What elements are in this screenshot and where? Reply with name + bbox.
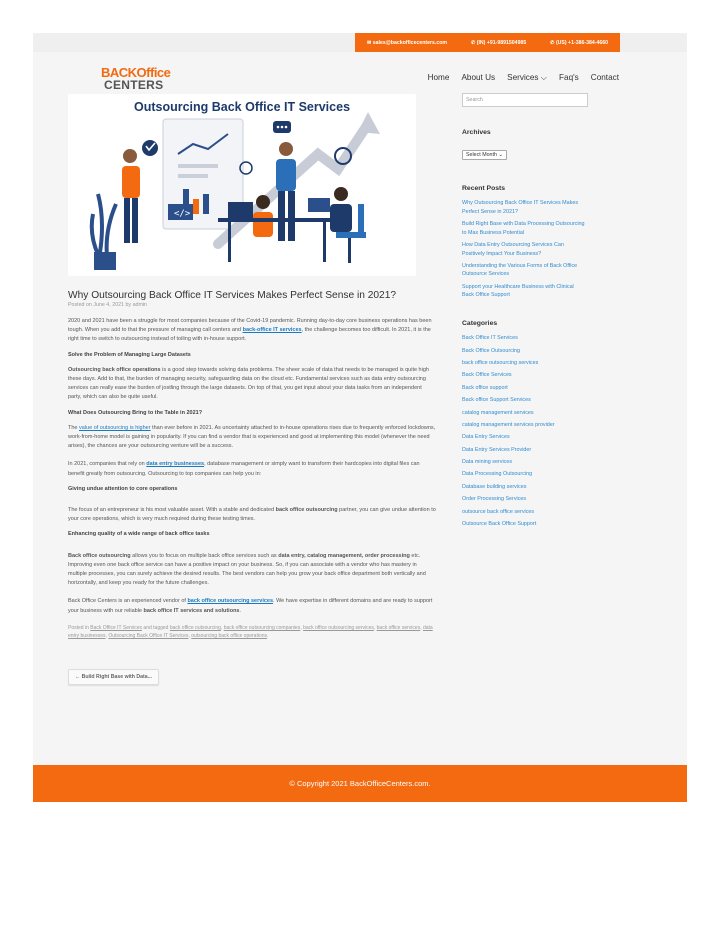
recent-post-link[interactable]: Build Right Base with Data Processing Outsourcing to Max Business Potential [462,220,585,236]
nav-home[interactable]: Home [427,73,450,82]
phone-india-link[interactable]: ✆ (IN) +91-9891504985 [470,39,527,46]
post-content [68,94,436,685]
nav-contact[interactable]: Contact [590,73,619,82]
tag-link[interactable]: outsourcing back office operations [191,633,268,640]
category-item[interactable]: catalog management services provider [462,421,555,428]
subheading-datasets: Solve the Problem of Managing Large Datasets [68,351,191,358]
nav-faq[interactable]: Faq's [559,73,579,82]
link-back-office-it-services[interactable]: back-office IT services [242,327,302,334]
category-item[interactable]: catalog management services [462,409,534,416]
email-link[interactable]: ✉ sales@backofficecenters.com [366,39,448,46]
paragraph-closing: Back Office Centers is an experienced vendor of back office outsourcing services. We have expertise in different domains and are ready to support your business with our reliable back office IT services and solutions. [68,598,433,614]
category-item[interactable]: Back office support [462,384,508,391]
recent-post-link[interactable]: Why Outsourcing Back Office IT Services Makes Perfect Sense in 2021? [462,200,579,215]
category-item[interactable]: Order Processing Services [462,496,527,503]
post-date-link[interactable]: June 4, 2021 [93,302,124,308]
recent-posts-list [462,199,587,300]
category-item[interactable]: back office outsourcing services [462,359,539,366]
paragraph-quality: Back office outsourcing allows you to focus on multiple back office services such as data entry, catalog management, order processing etc. Improving even one back office service can have a positive impact on your business. So, if you can associate with a vendor who has mastery in multiple processes, you can surely achieve the desired results. The best vendors can help you grow your back office department both vertically and horizontally, and keep you ready for the future challenges. [68,552,426,587]
meta-prefix: Posted on [68,302,92,308]
paragraph-data-entry: In 2021, companies that rely on data entry businesses, database management or simply want to transform their hardcopies into digital files can benefit greatly from outsourcing. Outsourcing to top companies can help you in: [68,461,420,477]
contact-bar [355,33,620,52]
category-item[interactable]: Back Office IT Services [462,335,518,342]
archives-select[interactable]: Select Month ⌄ [462,150,507,160]
category-item[interactable]: Outsource Back Office Support [462,521,537,528]
tag-link[interactable]: Outsourcing Back Office IT Services [108,633,189,640]
logo-line-1: BACKOffice [101,65,171,80]
recent-post-link[interactable]: Support your Healthcare Business with Clinical Back Office Support [462,283,574,299]
sidebar [462,93,587,532]
archives-title: Archives [462,129,491,136]
subheading-outsourcing-2021: What Does Outsourcing Bring to the Table in 2021? [68,409,203,416]
featured-image [68,94,416,276]
featured-illustration [68,94,416,276]
category-item[interactable]: Back Office Outsourcing [462,347,521,354]
post-title: Why Outsourcing Back Office IT Services Makes Perfect Sense in 2021? [68,290,397,301]
link-back-office-outsourcing-services[interactable]: back office outsourcing services [187,598,274,605]
featured-image-title: Outsourcing Back Office IT Services [133,100,351,114]
recent-post-link[interactable]: How Data Entry Outsourcing Services Can Positively Impact Your Business? [462,241,564,257]
recent-posts-title: Recent Posts [462,185,506,192]
category-item[interactable]: Data Entry Services [462,434,510,441]
tag-link[interactable]: back office outsourcing services [303,624,374,631]
site-footer [33,765,687,802]
phone-us-link[interactable]: ✆ (US) +1-386-384-4660 [550,39,608,46]
post-author-link[interactable]: admin [132,302,147,308]
search-input[interactable]: Search [462,93,588,107]
post-tags: Posted in Back Office IT Services and tagged back office outsourcing, back office outsourcing companies, back office outsourcing services, back office services, data entry businesses, Outsourcing Back Office IT Services, outsourcing back office operations. [68,624,433,640]
category-link[interactable]: Back Office IT Services [90,624,143,631]
subheading-core-operations: Giving undue attention to core operations [68,485,178,492]
post-meta [68,302,436,308]
paragraph-intro: 2020 and 2021 have been a struggle for most companies because of the Covid-19 pandemic. Running day-to-day core business operations has been tough. When you add to that the pressure of managing call centers and back-office IT services, the challenge becomes too difficult. In 2021, it is the right time to switch to outsourcing instead of toiling with in-house support. [68,318,432,343]
paragraph-core-operations: The focus of an entrepreneur is his most valuable asset. With a stable and dedicated back office outsourcing partner, you can give undue attention to your core operations, which is very much required during these testing times. [68,507,436,523]
svg-text:</>: </> [174,209,191,219]
tag-link[interactable]: back office outsourcing [169,624,221,631]
tag-link[interactable]: back office services [376,624,421,631]
category-item[interactable]: Back Office Services [462,372,512,379]
main-nav [428,73,619,83]
previous-post-button[interactable]: ← Build Right Base with Data... [68,669,159,685]
tag-link[interactable]: data entry businesses [68,624,433,640]
subheading-quality: Enhancing quality of a wide range of back office tasks [68,531,210,538]
top-bar [33,33,687,52]
paragraph-value: The value of outsourcing is higher than ever before in 2021. As uncertainty attached to in-house operations rises due to frequently enforced lockdowns, work-from-home model is gaining in popularity. If you can find a vendor that is experienced and good at implementing this model (whenever the need arises), the chances are your outsourcing venture will be a success. [68,424,436,450]
meta-by: by [125,302,132,308]
categories-title: Categories [462,320,498,328]
category-item[interactable]: Data mining services [462,459,513,466]
nav-services[interactable]: Services ⌵ [507,73,548,82]
link-value-of-outsourcing[interactable]: value of outsourcing is higher [79,424,151,431]
tag-link[interactable]: back office outsourcing companies [223,624,301,631]
category-item[interactable]: Database building services [462,483,527,490]
link-data-entry-businesses[interactable]: data entry businesses [146,461,205,468]
category-item[interactable]: outsource back office services [462,508,535,515]
nav-about[interactable]: About Us [461,73,496,82]
category-item[interactable]: Data Entry Services Provider [462,446,532,453]
categories-list [462,334,587,528]
site-logo[interactable] [101,66,170,91]
recent-post-link[interactable]: Understanding the Various Forms of Back Office Outsource Services [462,262,578,278]
paragraph-datasets: Outsourcing back office operations is a good step towards solving data problems. The sheer scale of data that needs to be managed is quite high these days. Add to that, the burden of managing security, safeguarding data on the cloud etc. Fundamental services such as data entry outsourcing services can really ease the burden of jostling through the large datasets. On top of that, you get input about your data tasks from an independent party, which can also be quite useful. [68,366,429,401]
category-item[interactable]: Data Processing Outsourcing [462,471,533,478]
copyright-text: © Copyright 2021 BackOfficeCenters.com. [289,779,431,788]
logo-line-2: CENTERS [104,78,164,92]
category-item[interactable]: Back office Support Services [462,397,531,404]
